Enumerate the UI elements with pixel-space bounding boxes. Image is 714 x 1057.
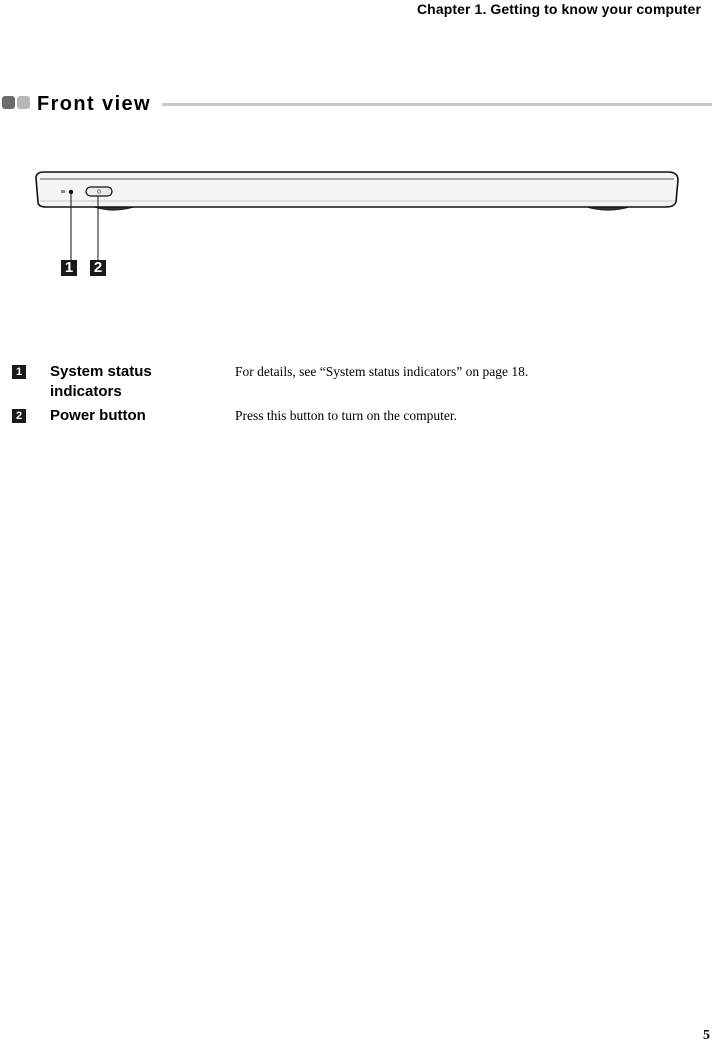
description-table [12,362,692,430]
laptop-body [36,172,678,207]
description-row [12,406,692,430]
page-number: 5 [703,1028,710,1043]
item-description: Press this button to turn on the computer. [235,408,457,423]
item-description: For details, see “System status indicators” on page 18. [235,364,529,379]
chapter-header: Chapter 1. Getting to know your computer [416,1,701,17]
heading-bullet-dark [2,96,15,109]
item-number-badge: 1 [12,365,26,379]
item-number-badge: 2 [12,409,26,423]
heading-bullet-light [17,96,30,109]
laptop-front-svg [28,162,688,284]
item-term: System status indicators [50,363,152,400]
callout-label-1: 1 [61,260,77,276]
section-heading [2,92,712,116]
power-button-shape [86,187,112,196]
callout-label-2: 2 [90,260,106,276]
description-row [12,362,692,406]
section-title: Front view [37,93,152,115]
laptop-front-illustration [28,162,688,284]
indicator-glyph [61,190,65,193]
item-term: Power button [50,407,146,424]
title-rule [162,103,712,106]
